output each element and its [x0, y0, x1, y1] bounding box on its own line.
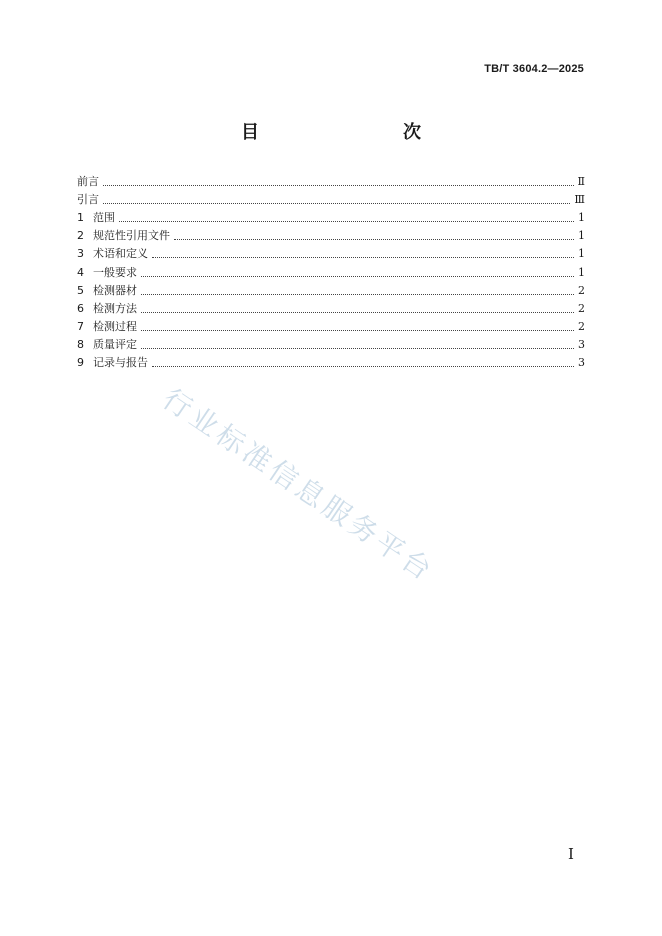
- toc-entry-label: 一般要求: [93, 265, 137, 279]
- toc-leader-dots: [119, 220, 574, 222]
- page-number: I: [568, 845, 574, 863]
- toc-entry-page: 1: [578, 211, 585, 225]
- toc-entry-terms-definitions[interactable]: [77, 243, 585, 261]
- toc-entry-page: Ⅱ: [577, 175, 585, 189]
- toc-entry-number: 1: [77, 211, 84, 225]
- toc-entry-label: 术语和定义: [93, 247, 148, 261]
- toc-entry-page: 1: [578, 265, 585, 279]
- toc-entry-foreword[interactable]: [77, 171, 585, 189]
- toc-entry-label: 检测过程: [93, 319, 137, 333]
- toc-entry-page: Ⅲ: [574, 193, 585, 207]
- toc-entry-number: 4: [77, 265, 84, 279]
- standard-code: TB/T 3604.2—2025: [484, 63, 584, 75]
- toc-entry-page: 3: [578, 356, 585, 370]
- toc-entry-quality-assessment[interactable]: [77, 334, 585, 352]
- toc-entry-page: 1: [578, 247, 585, 261]
- toc-entry-number: 2: [77, 229, 84, 243]
- toc-leader-dots: [174, 238, 574, 240]
- toc-leader-dots: [152, 256, 574, 258]
- toc-entry-label: 检测器材: [93, 283, 137, 297]
- table-of-contents: [77, 171, 585, 370]
- toc-entry-general-requirements[interactable]: [77, 261, 585, 279]
- toc-leader-dots: [141, 347, 574, 349]
- toc-entry-number: 8: [77, 337, 84, 351]
- toc-title: 目 次: [241, 122, 457, 143]
- toc-leader-dots: [141, 311, 574, 313]
- toc-entry-label: 范围: [93, 211, 115, 225]
- toc-entry-label: 记录与报告: [93, 356, 148, 370]
- toc-entry-number: 3: [77, 247, 84, 261]
- toc-entry-page: 2: [578, 301, 585, 315]
- toc-leader-dots: [152, 365, 574, 367]
- toc-entry-normative-references[interactable]: [77, 225, 585, 243]
- toc-entry-page: 2: [578, 283, 585, 297]
- toc-entry-page: 3: [578, 337, 585, 351]
- toc-entry-label: 检测方法: [93, 301, 137, 315]
- toc-leader-dots: [141, 329, 574, 331]
- toc-entry-label: 引言: [77, 193, 99, 207]
- toc-entry-records-report[interactable]: [77, 352, 585, 370]
- toc-leader-dots: [141, 275, 574, 277]
- toc-entry-test-equipment[interactable]: [77, 280, 585, 298]
- toc-entry-scope[interactable]: [77, 207, 585, 225]
- toc-entry-page: 1: [578, 229, 585, 243]
- toc-leader-dots: [103, 184, 574, 186]
- toc-entry-introduction[interactable]: [77, 189, 585, 207]
- toc-entry-label: 质量评定: [93, 337, 137, 351]
- toc-entry-label: 规范性引用文件: [93, 229, 170, 243]
- toc-leader-dots: [103, 202, 570, 204]
- toc-entry-number: 6: [77, 301, 84, 315]
- toc-entry-test-method[interactable]: [77, 298, 585, 316]
- toc-entry-label: 前言: [77, 175, 99, 189]
- toc-entry-page: 2: [578, 319, 585, 333]
- toc-entry-number: 5: [77, 283, 84, 297]
- toc-leader-dots: [141, 293, 574, 295]
- watermark-text: 行业标准信息服务平台: [156, 382, 441, 589]
- toc-entry-number: 7: [77, 319, 84, 333]
- toc-entry-number: 9: [77, 356, 84, 370]
- toc-entry-test-process[interactable]: [77, 316, 585, 334]
